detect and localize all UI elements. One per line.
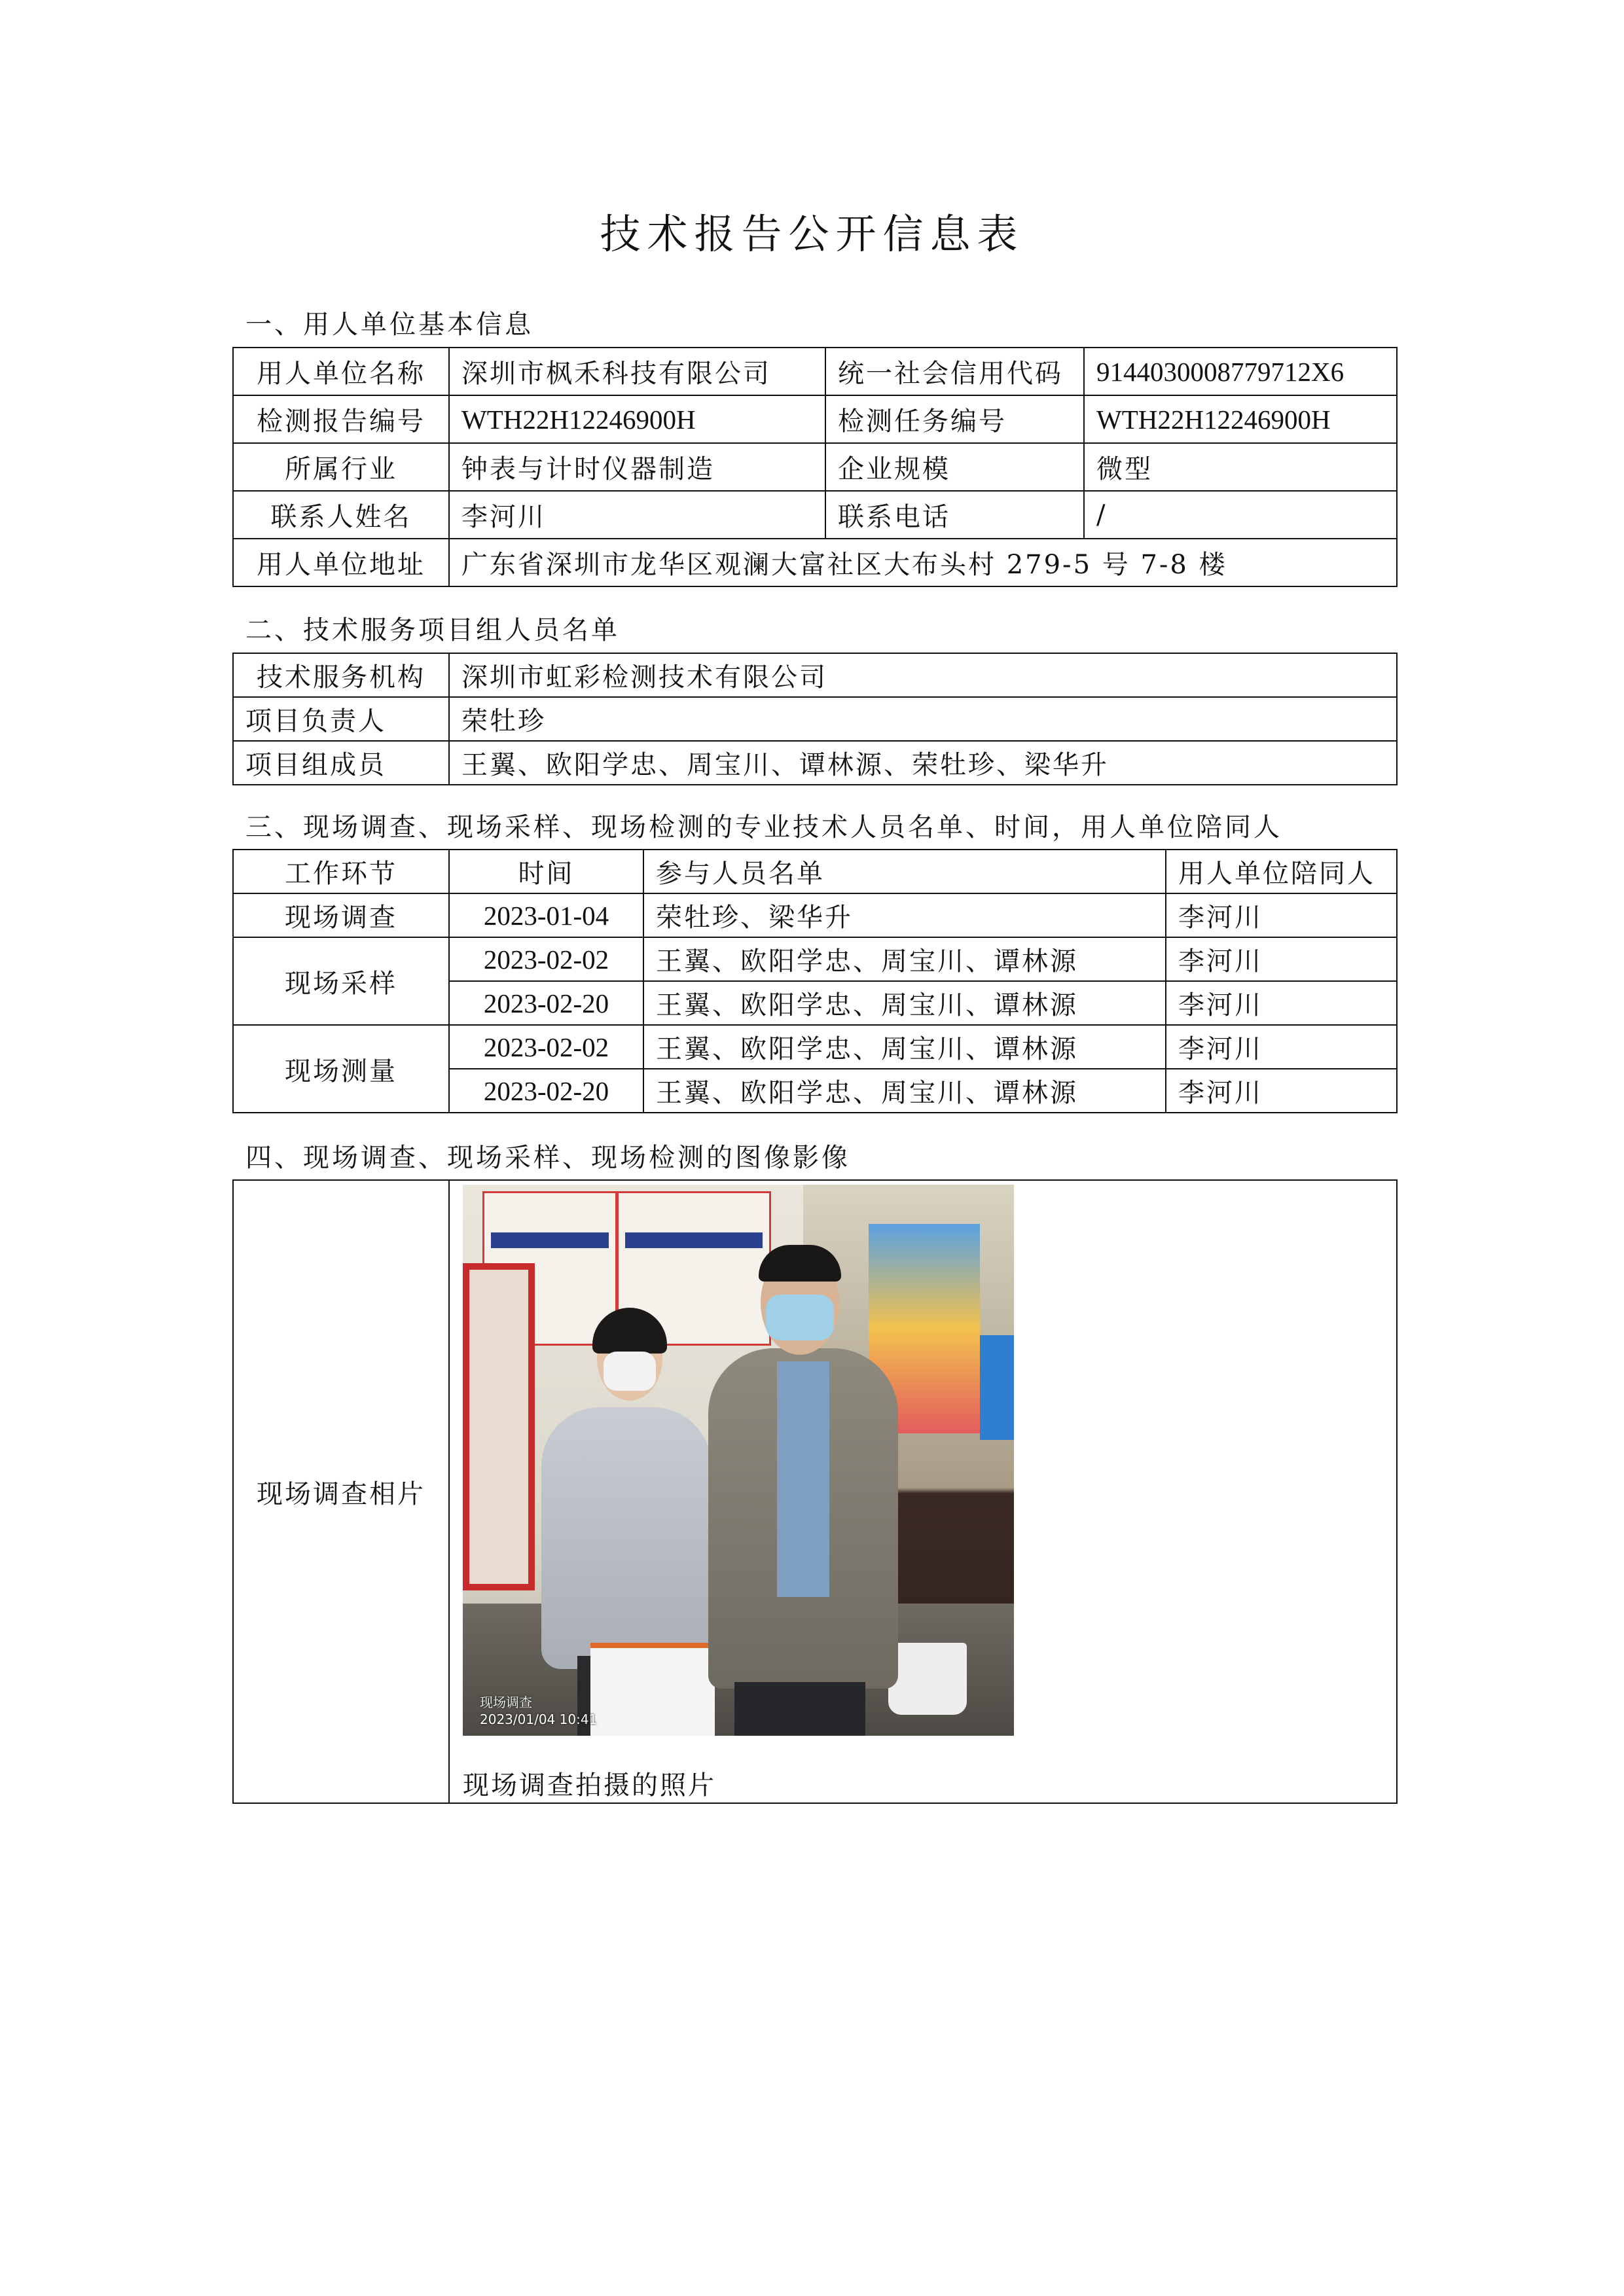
escort-cell: 李河川	[1166, 1025, 1397, 1069]
cell-value: 9144030008779712X6	[1084, 348, 1397, 395]
table-row	[233, 893, 1397, 937]
photo-cell	[449, 1180, 1397, 1803]
column-header: 工作环节	[233, 850, 449, 893]
project-team-table	[232, 653, 1398, 785]
escort-cell: 李河川	[1166, 981, 1397, 1025]
cell-label: 联系人姓名	[233, 491, 449, 539]
table-row	[233, 937, 1397, 981]
cell-label: 用人单位地址	[233, 539, 449, 586]
table-header-row	[233, 850, 1397, 893]
photo-caption: 现场调查拍摄的照片	[463, 1770, 716, 1801]
escort-cell: 李河川	[1166, 937, 1397, 981]
escort-cell: 李河川	[1166, 893, 1397, 937]
cell-value: 李河川	[449, 491, 825, 539]
column-header: 时间	[449, 850, 643, 893]
stage-cell: 现场采样	[233, 937, 449, 1025]
stage-cell: 现场调查	[233, 893, 449, 937]
people-cell: 荣牡珍、梁华升	[643, 893, 1166, 937]
section-2-heading: 二、技术服务项目组人员名单	[245, 615, 620, 645]
table-row	[233, 653, 1397, 697]
page-title: 技术报告公开信息表	[600, 210, 1024, 258]
people-cell: 王翼、欧阳学忠、周宝川、谭林源	[643, 981, 1166, 1025]
cell-value: 微型	[1084, 443, 1397, 491]
cell-label: 联系电话	[825, 491, 1084, 539]
cell-value: /	[1084, 491, 1397, 539]
table-row	[233, 1180, 1397, 1803]
photo-watermark	[480, 1694, 597, 1728]
cell-value: 荣牡珍	[449, 697, 1397, 741]
people-cell: 王翼、欧阳学忠、周宝川、谭林源	[643, 1069, 1166, 1113]
cell-label: 项目组成员	[233, 741, 449, 785]
section-4-heading: 四、现场调查、现场采样、现场检测的图像影像	[245, 1143, 850, 1173]
cell-value: 钟表与计时仪器制造	[449, 443, 825, 491]
cell-value: 深圳市枫禾科技有限公司	[449, 348, 825, 395]
column-header: 参与人员名单	[643, 850, 1166, 893]
table-row	[233, 443, 1397, 491]
table-row	[233, 491, 1397, 539]
table-row	[233, 395, 1397, 443]
stage-cell: 现场测量	[233, 1025, 449, 1113]
site-survey-photo	[463, 1185, 1014, 1736]
date-cell: 2023-02-02	[449, 1025, 643, 1069]
table-row	[233, 348, 1397, 395]
cell-value: WTH22H12246900H	[449, 395, 825, 443]
date-cell: 2023-01-04	[449, 893, 643, 937]
cell-value: 王翼、欧阳学忠、周宝川、谭林源、荣牡珍、梁华升	[449, 741, 1397, 785]
date-cell: 2023-02-20	[449, 1069, 643, 1113]
address-value: 广东省深圳市龙华区观澜大富社区大布头村 279-5 号 7-8 楼	[449, 539, 1397, 586]
table-row	[233, 741, 1397, 785]
cell-value: WTH22H12246900H	[1084, 395, 1397, 443]
cell-label: 现场调查相片	[233, 1180, 449, 1803]
cell-value: 深圳市虹彩检测技术有限公司	[449, 653, 1397, 697]
table-row	[233, 539, 1397, 586]
basic-info-table	[232, 347, 1398, 587]
date-cell: 2023-02-02	[449, 937, 643, 981]
cell-label: 项目负责人	[233, 697, 449, 741]
escort-cell: 李河川	[1166, 1069, 1397, 1113]
section-1-heading: 一、用人单位基本信息	[245, 310, 533, 340]
people-cell: 王翼、欧阳学忠、周宝川、谭林源	[643, 937, 1166, 981]
cell-label: 用人单位名称	[233, 348, 449, 395]
table-row	[233, 1025, 1397, 1069]
section-3-heading: 三、现场调查、现场采样、现场检测的专业技术人员名单、时间，用人单位陪同人	[245, 812, 1282, 842]
people-cell: 王翼、欧阳学忠、周宝川、谭林源	[643, 1025, 1166, 1069]
watermark-title: 现场调查	[480, 1695, 532, 1710]
images-table	[232, 1179, 1398, 1804]
cell-label: 企业规模	[825, 443, 1084, 491]
cell-label: 统一社会信用代码	[825, 348, 1084, 395]
cell-label: 所属行业	[233, 443, 449, 491]
date-cell: 2023-02-20	[449, 981, 643, 1025]
table-row	[233, 697, 1397, 741]
cell-label: 技术服务机构	[233, 653, 449, 697]
watermark-time: 2023/01/04 10:41	[480, 1712, 598, 1727]
cell-label: 检测报告编号	[233, 395, 449, 443]
column-header: 用人单位陪同人	[1166, 850, 1397, 893]
cell-label: 检测任务编号	[825, 395, 1084, 443]
field-work-table	[232, 849, 1398, 1113]
